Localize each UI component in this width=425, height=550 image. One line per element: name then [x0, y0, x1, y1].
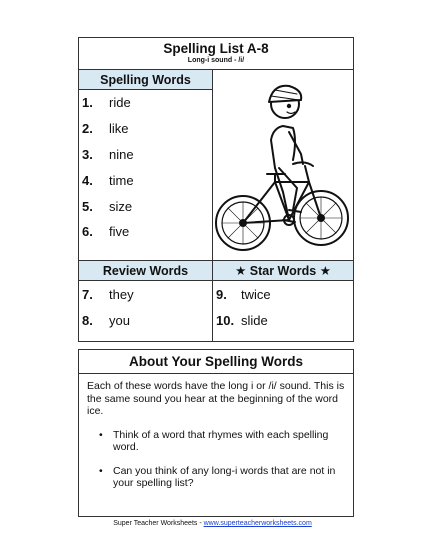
- spelling-words-list: [79, 90, 212, 245]
- word-number: 2.: [82, 121, 93, 137]
- about-box: [78, 349, 354, 517]
- word-number: 5.: [82, 198, 93, 214]
- spelling-list-box: [78, 37, 354, 342]
- footer-text: Super Teacher Worksheets -: [113, 520, 204, 527]
- boy-riding-bicycle-icon: [213, 70, 353, 260]
- list-item: [79, 116, 212, 142]
- page-subtitle: Long-i sound - /i/: [187, 57, 245, 64]
- list-item: [79, 90, 212, 116]
- footer: [0, 520, 425, 527]
- about-paragraph: Each of these words have the long i or /i/ sound. This is the same sound you hear at the beginning of the word ice.: [87, 380, 345, 417]
- star-words-header: ★ Star Words ★: [235, 264, 331, 278]
- review-word: you: [109, 313, 130, 329]
- bullet-item: • Can you think of any long-i words that are not in your spelling list?: [99, 465, 345, 490]
- spelling-word: like: [109, 121, 129, 137]
- page-title: Spelling List A-8: [163, 41, 269, 56]
- review-star-section: [79, 260, 353, 341]
- list-item: [213, 308, 353, 334]
- title-row: [79, 38, 353, 70]
- word-number: 3.: [82, 146, 93, 162]
- bullet-item: • Think of a word that rhymes with each spelling word.: [99, 429, 345, 454]
- review-words-list: [79, 281, 213, 341]
- word-number: 1.: [82, 95, 93, 111]
- list-item: [79, 282, 212, 308]
- list-item: [213, 282, 353, 308]
- list-item: [79, 219, 212, 245]
- list-item: [79, 193, 212, 219]
- list-item: [79, 142, 212, 168]
- spelling-word: five: [109, 224, 130, 240]
- review-words-header: Review Words: [79, 261, 213, 281]
- word-number: 9.: [216, 287, 227, 303]
- spelling-word: size: [109, 198, 133, 214]
- word-number: 8.: [82, 313, 93, 329]
- star-words-list: [213, 281, 353, 341]
- spelling-word: ride: [109, 95, 131, 111]
- footer-link[interactable]: www.superteacherworksheets.com: [203, 520, 312, 527]
- star-word: slide: [241, 313, 268, 329]
- spelling-words-header: Spelling Words: [79, 70, 212, 90]
- list-item: [79, 167, 212, 193]
- about-bullets: [87, 429, 345, 490]
- spelling-word: time: [109, 172, 134, 188]
- spelling-word: nine: [109, 146, 134, 162]
- about-title: About Your Spelling Words: [79, 354, 353, 374]
- star-word: twice: [241, 287, 271, 303]
- review-star-header-row: [79, 261, 353, 281]
- word-number: 10.: [216, 313, 235, 329]
- word-number: 7.: [82, 287, 93, 303]
- list-item: [79, 308, 212, 334]
- review-word: they: [109, 287, 134, 303]
- word-number: 4.: [82, 172, 93, 188]
- word-number: 6.: [82, 224, 93, 240]
